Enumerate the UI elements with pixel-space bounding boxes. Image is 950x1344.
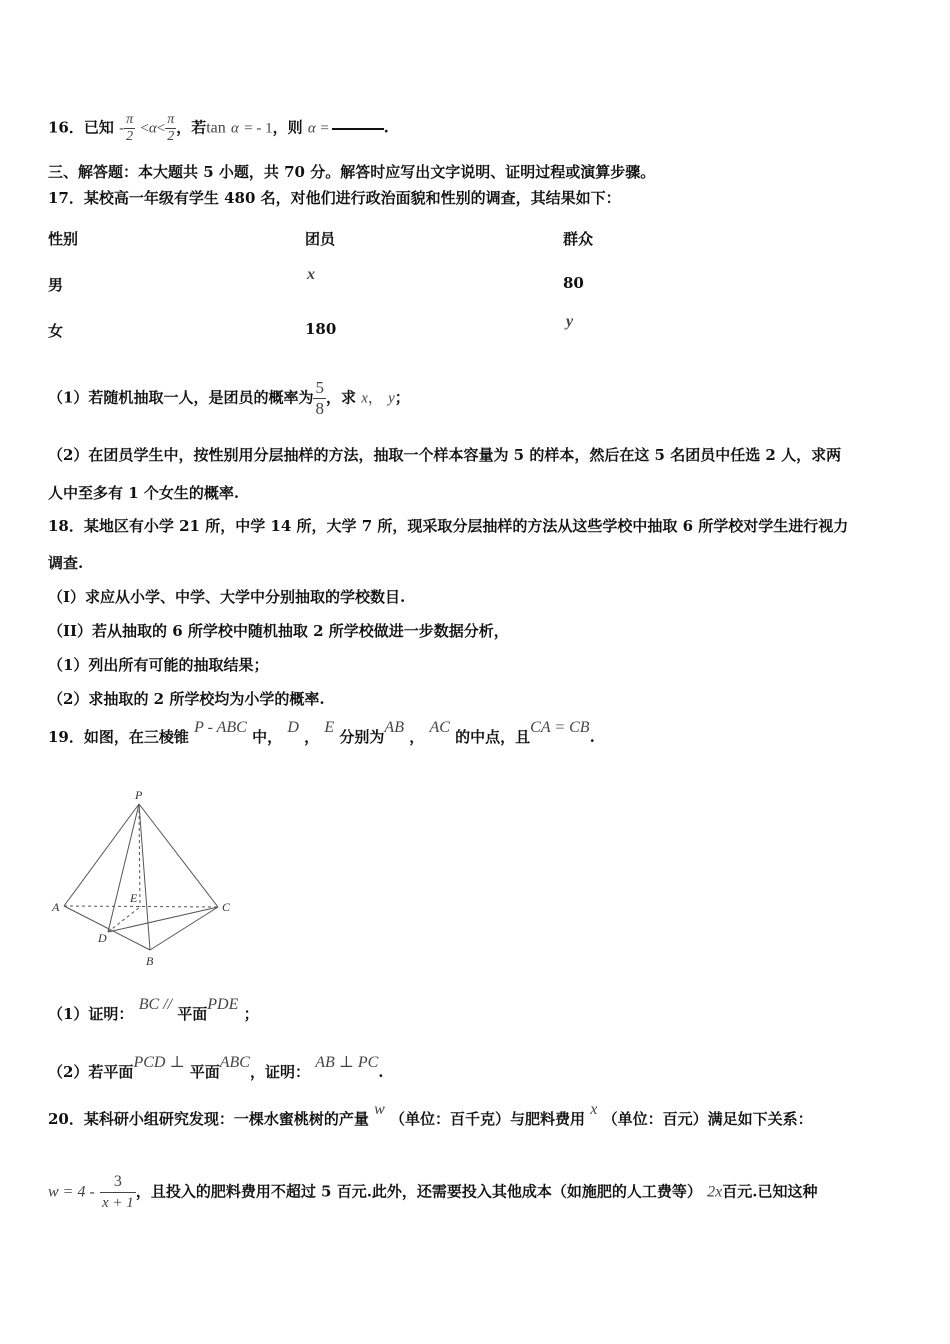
q17-row-male-league: x <box>307 266 315 283</box>
q20-formula-fraction <box>100 1172 136 1213</box>
q16-two-2: 2 <box>165 128 176 145</box>
q19-text-f: 分别为 <box>339 728 385 746</box>
q17-p1-x: x <box>361 390 368 407</box>
q18-part-ii: （II）若从抽取的 6 所学校中随机抽取 2 所学校做进一步数据分析， <box>48 622 509 640</box>
q19-p1-end: ； <box>243 1005 259 1023</box>
q20-text-c: （单位：百元）满足如下关系： <box>602 1110 813 1128</box>
q20-formula-lhs: w = 4 - <box>48 1183 95 1201</box>
q16-line <box>48 112 389 145</box>
label-E: E <box>130 891 138 905</box>
q16-lt-2: < <box>156 120 166 137</box>
q18-sub2: （2）求抽取的 2 所学校均为小学的概率. <box>48 690 325 708</box>
q16-minus: - <box>119 120 125 137</box>
q16-tan-rest: = - 1 <box>244 120 273 137</box>
q19-text-a: 19．如图，在三棱锥 <box>48 728 189 746</box>
q16-end: . <box>383 118 389 137</box>
edge-PA <box>64 804 139 906</box>
q17-row-female-masses: y <box>566 313 574 330</box>
q16-number: 16． <box>48 118 84 137</box>
edge-BC <box>150 907 218 950</box>
edge-AC-hidden <box>64 906 218 907</box>
q16-frac-pi-2 <box>165 112 176 145</box>
q17-row-male-masses: 80 <box>563 274 584 292</box>
q19-part2 <box>48 1054 384 1082</box>
q17-stem: 17．某校高一年级有学生 480 名，对他们进行政治面貌和性别的调查，其结果如下： <box>48 189 621 207</box>
q19-p1-bc-parallel: BC // <box>138 996 173 1013</box>
q17-row-male-label: 男 <box>48 276 64 294</box>
q20-text-b: （单位：百千克）与肥料费用 <box>390 1110 586 1128</box>
label-P: P <box>135 788 143 802</box>
q16-lt-1: < <box>140 120 149 137</box>
q19-tetrahedron-figure <box>44 784 244 970</box>
q17-p1-end: ； <box>394 388 410 407</box>
q16-pi-1: π <box>126 112 134 127</box>
q19-ca-cb: CA = CB <box>530 719 590 736</box>
q19-e: E <box>324 719 335 736</box>
q16-text-1: 已知 <box>83 118 114 137</box>
q19-p2-text-a: （2）若平面 <box>48 1063 134 1081</box>
edge-AB <box>64 906 150 950</box>
q19-p2-ab-perp-pc: AB ⊥ PC <box>315 1054 379 1071</box>
q18-line2: 调查. <box>48 554 84 572</box>
q16-frac-neg-pi-2 <box>124 112 135 145</box>
q16-two-1: 2 <box>124 128 135 145</box>
q17-header-gender: 性别 <box>48 230 79 248</box>
q16-answer-blank[interactable] <box>332 128 384 130</box>
q19-text-c: ， <box>304 728 320 746</box>
q16-pi-2: π <box>167 112 175 127</box>
q17-p1-text-a: （1）若随机抽取一人，是团员的概率为 <box>48 388 314 407</box>
q19-ab: AB <box>384 719 404 736</box>
q17-p1-num: 5 <box>315 378 324 397</box>
q17-row-female-label: 女 <box>48 322 64 340</box>
q16-tan-alpha: α <box>231 120 239 137</box>
q17-row-female-league: 180 <box>305 320 337 338</box>
q16-text-3: ，则 <box>272 118 303 137</box>
q17-part1 <box>48 378 410 419</box>
q17-header-league: 团员 <box>305 230 336 248</box>
label-D: D <box>98 931 107 945</box>
q20-two-x: 2x <box>707 1183 723 1201</box>
q18-line1: 18．某地区有小学 21 所，中学 14 所，大学 7 所，现采取分层抽样的方法从这些学校中抽取 6 所学校对学生进行视力 <box>48 517 849 535</box>
edge-PC <box>139 804 218 907</box>
edge-PD <box>108 804 139 932</box>
q19-p2-end: . <box>378 1063 384 1081</box>
q18-sub1: （1）列出所有可能的抽取结果； <box>48 656 269 674</box>
q16-tan: tan <box>206 119 226 137</box>
q19-ac: AC <box>429 719 450 736</box>
q19-text-g: ， <box>409 728 425 746</box>
q16-text-2: ，若 <box>176 118 207 137</box>
q17-part2-line1: （2）在团员学生中，按性别用分层抽样的方法，抽取一个样本容量为 5 的样本，然后在这 5 名团员中任选 2 人，求两 <box>48 446 842 464</box>
q18-part-i: （I）求应从小学、中学、大学中分别抽取的学校数目. <box>48 588 406 606</box>
q19-p1-plane: 平面 <box>177 1005 208 1023</box>
q19-p2-text-c: ，证明： <box>249 1063 310 1081</box>
q17-p1-fraction <box>313 378 326 419</box>
q20-formula-num: 3 <box>113 1173 122 1190</box>
q17-p1-comma: ， <box>367 390 383 407</box>
q19-p2-abc: ABC <box>219 1054 250 1071</box>
q20-formula-den: x + 1 <box>100 1192 136 1213</box>
q19-p2-plane: 平面 <box>189 1063 220 1081</box>
q16-answer-lhs: α = <box>307 120 330 137</box>
q19-d: D <box>287 719 299 736</box>
q17-part2-line2: 人中至多有 1 个女生的概率. <box>48 484 240 502</box>
label-B: B <box>146 954 154 968</box>
q19-pabc: P - ABC <box>194 719 247 736</box>
q19-part1 <box>48 996 259 1024</box>
q17-header-masses: 群众 <box>563 230 594 248</box>
q20-line1 <box>48 1101 813 1129</box>
q19-p2-pcd-perp: PCD ⊥ <box>133 1054 185 1071</box>
q20-x: x <box>590 1101 598 1118</box>
q20-line2 <box>48 1172 818 1213</box>
q19-end: . <box>589 728 595 746</box>
q17-p1-text-b: ，求 <box>325 388 356 407</box>
q16-alpha: α <box>148 120 157 137</box>
q20-text-a: 20．某科研小组研究发现：一棵水蜜桃树的产量 <box>48 1110 369 1128</box>
q20-w: w <box>374 1101 385 1118</box>
q19-p1-text-a: （1）证明： <box>48 1005 134 1023</box>
q20-text-e: 百元.已知这种 <box>722 1182 818 1201</box>
edge-PB <box>139 804 150 950</box>
q17-p1-y: y <box>388 390 395 407</box>
section3-heading: 三、解答题：本大题共 5 小题，共 70 分。解答时应写出文字说明、证明过程或演算步骤。 <box>48 163 656 181</box>
q20-text-d: ，且投入的肥料费用不超过 5 百元.此外，还需要投入其他成本（如施肥的人工费等） <box>135 1182 702 1201</box>
q17-p1-den: 8 <box>315 399 324 418</box>
q19-p1-pde: PDE <box>207 996 239 1013</box>
label-A: A <box>52 900 60 914</box>
q19-text-b: 中， <box>252 728 283 746</box>
q19-text-h: 的中点，且 <box>455 728 531 746</box>
q19-stem <box>48 719 595 747</box>
label-C: C <box>222 900 231 914</box>
